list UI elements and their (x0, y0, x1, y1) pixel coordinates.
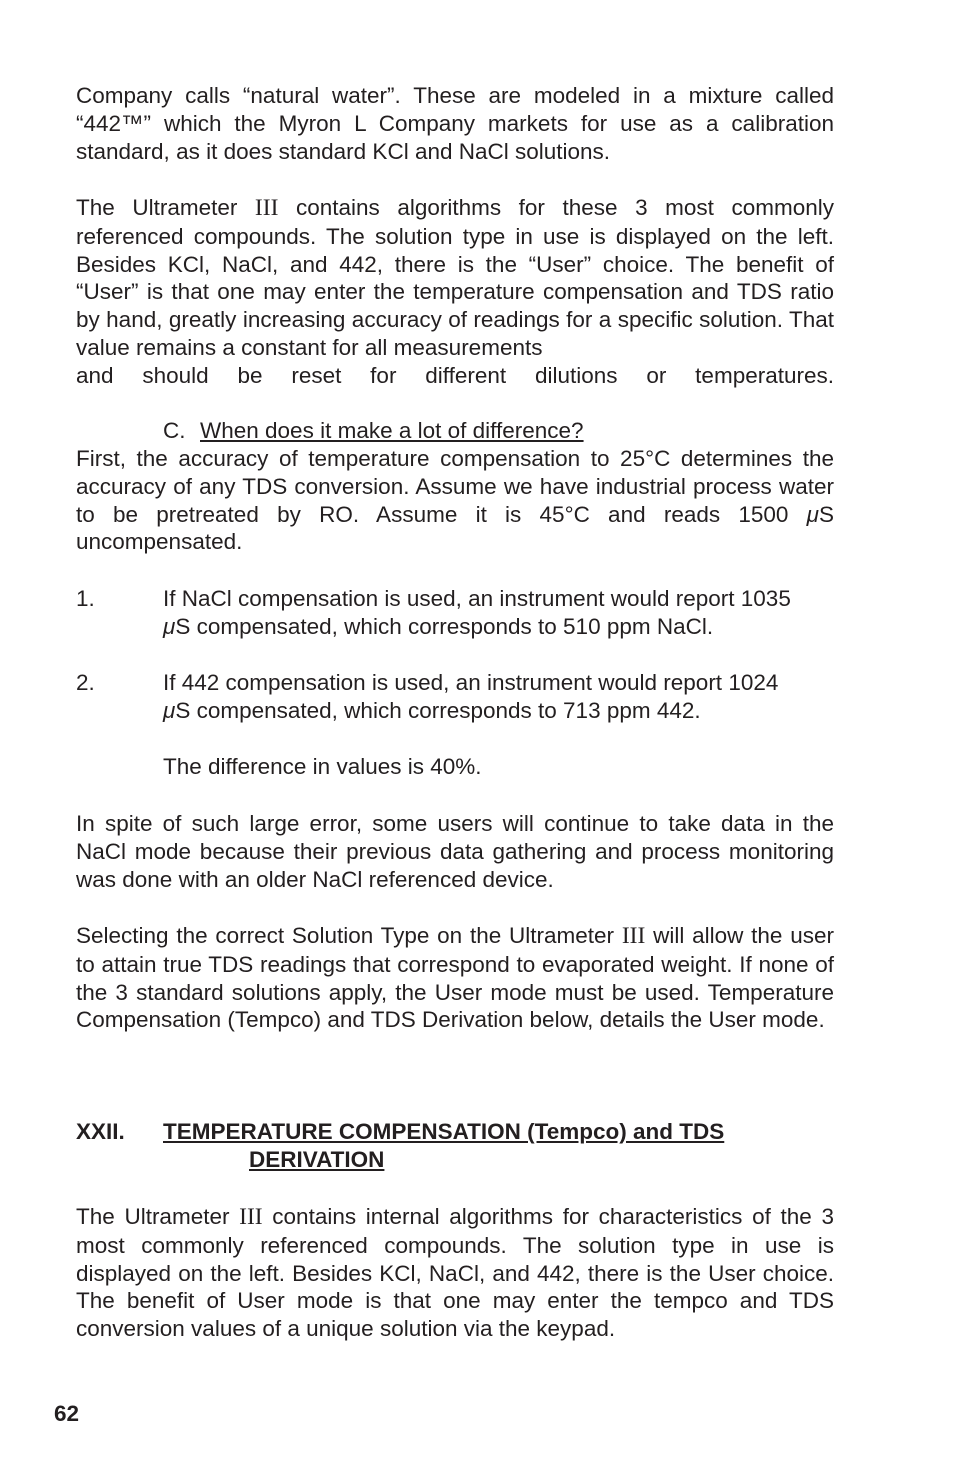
text: Selecting the correct Solution Type on the Ultrameter (76, 923, 615, 948)
text: contains algorithms for these 3 most commonly referenced compounds. The solution type in use is displayed on the left. Besides KCl, NaCl, and 442, there is the “User” choice. The benefit of “User” is that one may enter the temperature compensation and TDS ratio by hand, greatly increasing accuracy of readings for a specific solution. That value remains a constant for all measurements (76, 195, 834, 360)
text-last-line: and should be reset for different dilutions or temperatures. (76, 362, 834, 388)
page-number: 62 (54, 1401, 80, 1426)
model-numeral: III (621, 923, 646, 949)
subsection-title: When does it make a lot of difference? (200, 418, 584, 443)
section-title: TEMPERATURE COMPENSATION (Tempco) and TDS (163, 1119, 725, 1144)
text: The Ultrameter (76, 1204, 230, 1229)
paragraph-algorithms (76, 194, 834, 390)
text: contains internal algorithms for characteristics of the 3 most commonly referenced compounds. The solution type in use is displayed on the left. Besides KCl, NaCl, and 442, there is the User choice. The benefit of User mode is that one may enter the tempco and TDS conversion values of a unique solution via the keypad. (76, 1204, 834, 1342)
section-heading (76, 1118, 834, 1174)
list-number: 1. (76, 586, 95, 611)
paragraph-solution-type (76, 922, 834, 1034)
model-numeral: III (254, 195, 279, 221)
paragraph-large-error: In spite of such large error, some users will continue to take data in the NaCl mode because their previous data gathering and process monitoring was done with an older NaCl referenced device. (76, 811, 834, 892)
difference-note (76, 753, 834, 781)
subsection-c-heading (76, 417, 834, 445)
list-item (76, 669, 834, 725)
text: S uncompensated. (76, 501, 834, 555)
text: If NaCl compensation is used, an instrument would report 1035 (163, 586, 791, 611)
text: The Ultrameter (76, 195, 238, 220)
text: The difference in values is 40%. (163, 754, 482, 779)
text: If 442 compensation is used, an instrument would report 1024 (163, 670, 779, 695)
micro-symbol: μ (163, 697, 176, 723)
text: will allow the user to attain true TDS readings that correspond to evaporated weight. If none of the 3 standard solutions apply, the User mode must be used. Temperature Compensation (Tempco) and TDS Derivation below, details the User mode. (76, 923, 834, 1033)
list-number: 2. (76, 670, 95, 695)
text: First, the accuracy of temperature compensation to 25°C determines the accuracy of any TDS conversion. Assume we have industrial process water to be pretreated by RO. Assume it is 45°C and reads 1500 (76, 446, 834, 527)
subsection-label: C. (163, 418, 186, 443)
paragraph-accuracy (76, 445, 834, 556)
list-text (163, 585, 835, 641)
text: S compensated, which corresponds to 510 ppm NaCl. (175, 613, 714, 639)
section-number: XXII. (76, 1119, 125, 1144)
model-numeral: III (239, 1204, 263, 1230)
section-title-continued: DERIVATION (249, 1146, 385, 1172)
paragraph-internal-algorithms (76, 1203, 834, 1343)
paragraph-natural-water: Company calls “natural water”. These are modeled in a mixture called “442™” which the Myron L Company markets for use as a calibration standard, as it does standard KCl and NaCl solutions. (76, 83, 834, 164)
list-item (76, 585, 834, 641)
text: S compensated, which corresponds to 713 ppm 442. (175, 697, 701, 723)
list-text (163, 669, 835, 725)
micro-symbol: μ (163, 613, 176, 639)
micro-symbol: μ (806, 501, 819, 527)
